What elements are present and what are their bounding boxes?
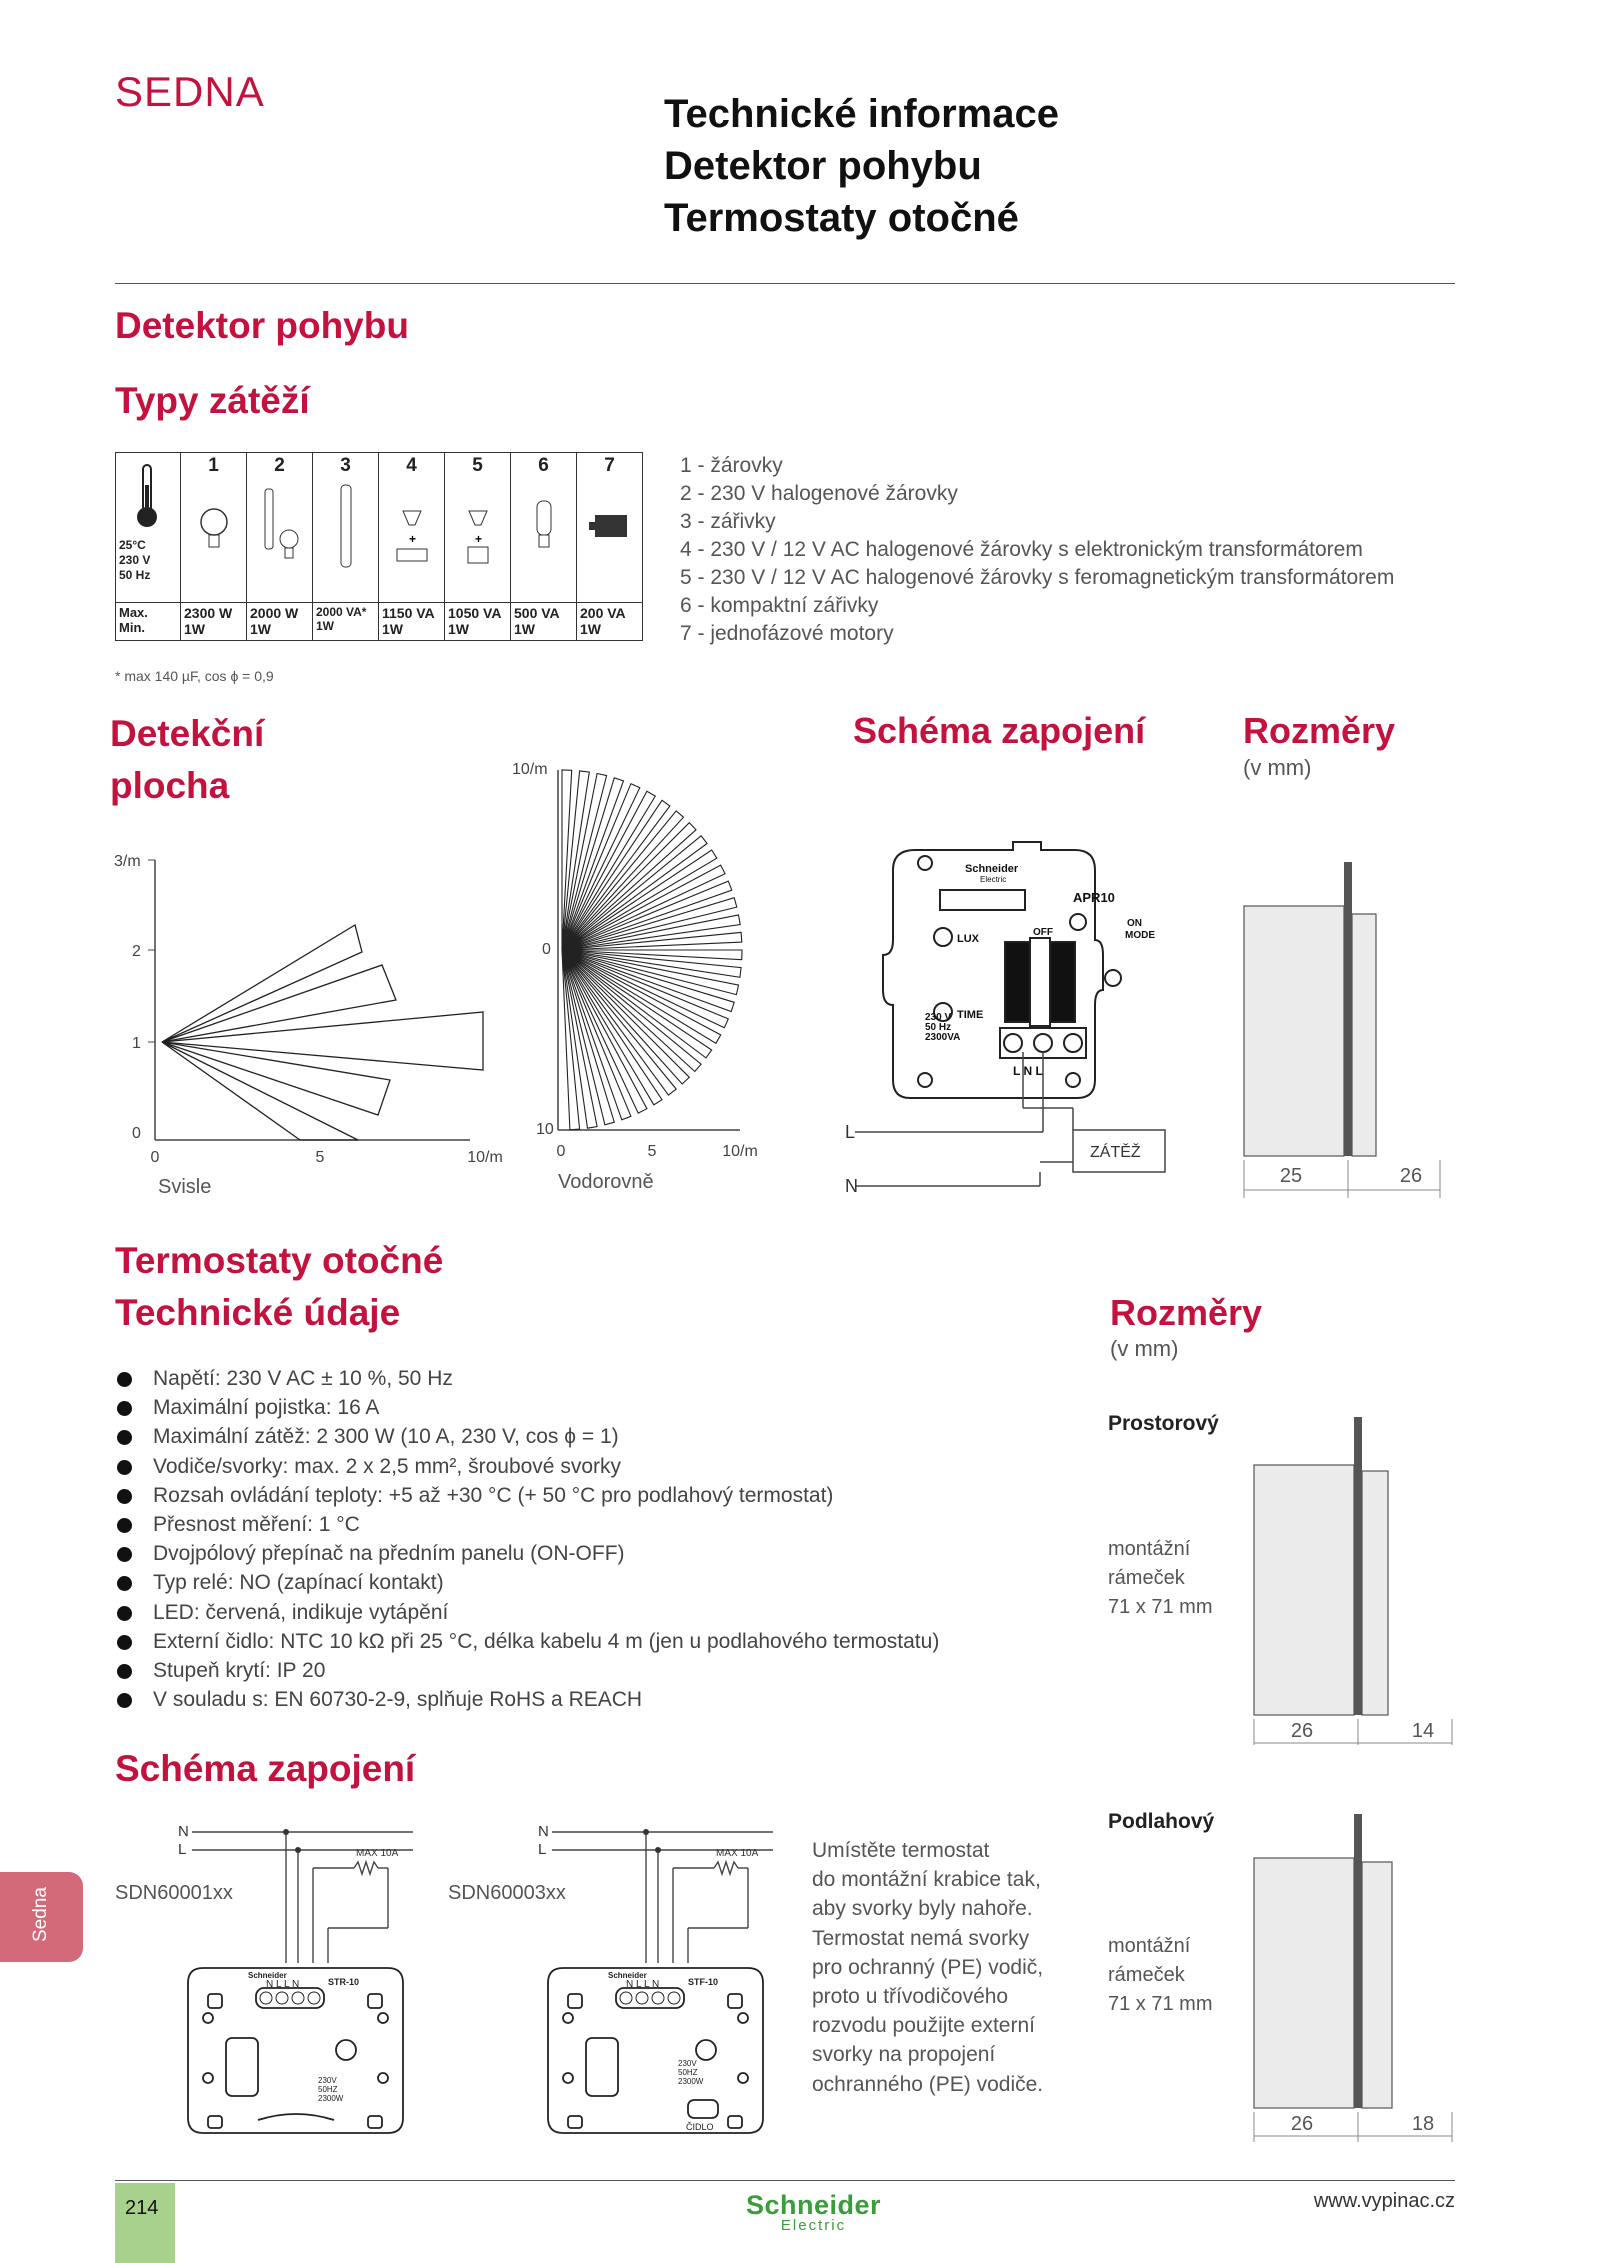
load-value-cell: 2000 VA* 1W bbox=[313, 603, 379, 641]
load-col-4 bbox=[379, 453, 445, 603]
load-col-2 bbox=[247, 453, 313, 603]
detector-dimension-drawing bbox=[1236, 860, 1456, 1200]
svg-text:50HZ: 50HZ bbox=[318, 2085, 338, 2094]
dimension-value: 14 bbox=[1411, 1720, 1435, 1742]
col-number: 1 bbox=[208, 455, 219, 476]
legend-item: 5 - 230 V / 12 V AC halogenové žárovky s feromagnetickým transformátorem bbox=[680, 566, 1395, 589]
load-col-3 bbox=[313, 453, 379, 603]
load-value-cell: 2000 W 1W bbox=[247, 603, 313, 641]
section-heading-detection-area: Detekční plocha bbox=[110, 713, 265, 806]
compact-fluorescent-icon bbox=[519, 477, 569, 577]
time-label: TIME bbox=[957, 1009, 984, 1021]
legend-item: 4 - 230 V / 12 V AC halogenové žárovky s elektronickým transformátorem bbox=[680, 538, 1363, 561]
svg-text:Schneider: Schneider bbox=[248, 1971, 287, 1980]
svg-text:+: + bbox=[474, 532, 482, 546]
spec-line: 2300VA bbox=[925, 1032, 961, 1043]
section-heading-tech-data: Technické údaje bbox=[115, 1292, 401, 1333]
halogen-bulb-icon bbox=[255, 477, 305, 577]
col-number: 5 bbox=[472, 455, 483, 476]
load-types-table bbox=[115, 452, 643, 641]
title-line: Technické informace bbox=[664, 92, 1059, 136]
section-heading-dimensions: Rozměry bbox=[1243, 710, 1396, 751]
halogen-ferromagnetic-transformer-icon bbox=[453, 477, 503, 577]
thermostat-specs-list bbox=[117, 1364, 939, 1714]
spec-item: Maximální pojistka: 16 A bbox=[117, 1393, 939, 1422]
load-types-legend bbox=[680, 452, 1394, 648]
device-model: STF-10 bbox=[688, 1977, 719, 1987]
x-tick: 0 bbox=[556, 1143, 566, 1160]
legend-item: 1 - žárovky bbox=[680, 454, 783, 477]
side-tab-label: Sedna bbox=[30, 1887, 51, 1942]
halogen-electronic-transformer-icon bbox=[387, 477, 437, 577]
wire-n-label: N bbox=[538, 1823, 549, 1840]
wire-l-label: L bbox=[538, 1841, 547, 1858]
page-title bbox=[664, 88, 1059, 244]
svg-text:2300W: 2300W bbox=[678, 2077, 704, 2086]
spec-item: V souladu s: EN 60730-2-9, splňuje RoHS a REACH bbox=[117, 1685, 939, 1714]
condition-temp: 25°C bbox=[119, 538, 146, 552]
spec-item: Napětí: 230 V AC ± 10 %, 50 Hz bbox=[117, 1364, 939, 1393]
load-col-6 bbox=[511, 453, 577, 603]
fluorescent-tube-icon bbox=[321, 477, 371, 577]
detection-zone-wedge bbox=[562, 823, 696, 950]
x-tick: 5 bbox=[647, 1143, 657, 1160]
legend-item: 2 - 230 V halogenové žárovky bbox=[680, 482, 958, 505]
detection-fan bbox=[562, 770, 742, 1130]
detection-zone-wedge bbox=[562, 950, 689, 1084]
floor-thermostat-title: Podlahový bbox=[1108, 1810, 1215, 1833]
y-tick: 0 bbox=[542, 941, 551, 958]
spec-item: Stupeň krytí: IP 20 bbox=[117, 1656, 939, 1685]
legend-item: 7 - jednofázové motory bbox=[680, 622, 894, 645]
section-heading-load-types: Typy zátěží bbox=[115, 380, 310, 421]
floor-frame-label: montážní rámeček 71 x 71 mm bbox=[1108, 1935, 1213, 2015]
wire-l-label: L bbox=[178, 1841, 187, 1858]
legend-item: 3 - zářivky bbox=[680, 510, 776, 533]
y-tick: 10/m bbox=[512, 761, 548, 778]
model-label: SDN60003xx bbox=[448, 1882, 566, 1904]
floor-thermostat-dimension-drawing bbox=[1248, 1812, 1458, 2142]
header-divider bbox=[115, 283, 1455, 284]
load-value-cell: 2300 W 1W bbox=[181, 603, 247, 641]
page-number-box bbox=[115, 2183, 175, 2263]
svg-text:Schneider: Schneider bbox=[608, 1971, 647, 1980]
y-tick: 1 bbox=[132, 1035, 141, 1052]
side-tab bbox=[0, 1872, 83, 1962]
bulb-icon bbox=[189, 477, 239, 577]
y-tick: 10 bbox=[536, 1121, 554, 1138]
y-tick: 2 bbox=[132, 943, 141, 960]
section-heading-detector-wiring: Schéma zapojení bbox=[853, 710, 1146, 751]
device-brand-sub: Electric bbox=[980, 875, 1007, 884]
spec-item: Typ relé: NO (zapínací kontakt) bbox=[117, 1568, 939, 1597]
section-heading-thermostats: Termostaty otočné bbox=[115, 1240, 444, 1281]
schneider-logo: Schneider Electric bbox=[746, 2190, 882, 2234]
mounting-note: Umístěte termostat do montážní krabice tak, aby svorky byly nahoře. Termostat nemá svorky pro ochranný (PE) vodič, proto u třívodičového rozvodu použijte externí svorky na propojení ochranného (PE) vodiče. bbox=[812, 1839, 1044, 2096]
condition-voltage: 230 V bbox=[119, 553, 151, 567]
section-heading-thermostat-wiring: Schéma zapojení bbox=[115, 1748, 416, 1789]
terminal-labels: N L L N bbox=[626, 1979, 660, 1990]
spec-item: Rozsah ovládání teploty: +5 až +30 °C (+ 50 °C pro podlahový termostat) bbox=[117, 1481, 939, 1510]
spec-item: Externí čidlo: NTC 10 kΩ při 25 °C, délka kabelu 4 m (jen u podlahového termostatu) bbox=[117, 1627, 939, 1656]
max-current-label: MAX 10A bbox=[356, 1848, 399, 1859]
condition-frequency: 50 Hz bbox=[119, 568, 151, 582]
thermometer-icon bbox=[119, 455, 177, 535]
detection-lobes bbox=[162, 925, 483, 1140]
dimensions-unit: (v mm) bbox=[1243, 755, 1312, 780]
x-tick: 10/m bbox=[467, 1149, 503, 1166]
brand-label: SEDNA bbox=[115, 68, 265, 115]
y-tick: 3/m bbox=[114, 853, 141, 870]
load-value-cell: 1150 VA 1W bbox=[379, 603, 445, 641]
room-thermostat-dimension-drawing bbox=[1248, 1415, 1458, 1745]
load-col-5 bbox=[445, 453, 511, 603]
spec-line: 230 V bbox=[925, 1012, 952, 1023]
table-footnote: * max 140 µF, cos ϕ = 0,9 bbox=[115, 668, 274, 684]
dimension-value: 26 bbox=[1290, 2113, 1314, 2135]
sensor-label: ČIDLO bbox=[686, 2122, 714, 2132]
vertical-detection-diagram bbox=[110, 840, 510, 1200]
lux-label: LUX bbox=[957, 933, 979, 945]
svg-text:+: + bbox=[408, 532, 416, 546]
room-frame-label: montážní rámeček 71 x 71 mm bbox=[1108, 1538, 1213, 1618]
row-label-max: Max. bbox=[119, 605, 148, 620]
device-brand: Schneider bbox=[965, 863, 1019, 875]
horizontal-detection-diagram bbox=[510, 752, 790, 1202]
load-value-cell: 1050 VA 1W bbox=[445, 603, 511, 641]
detection-zone-wedge bbox=[562, 784, 640, 950]
terminal-labels: N L L N bbox=[266, 1979, 300, 1990]
spec-item: Vodiče/svorky: max. 2 x 2,5 mm², šroubové svorky bbox=[117, 1452, 939, 1481]
wire-l-label: L bbox=[845, 1122, 856, 1142]
off-label: OFF bbox=[1033, 927, 1053, 938]
svg-text:230V: 230V bbox=[318, 2076, 337, 2085]
chart-caption: Vodorovně bbox=[558, 1171, 654, 1193]
load-value-cell: 200 VA 1W bbox=[577, 603, 643, 641]
load-col-7 bbox=[577, 453, 643, 603]
section-heading-thermostat-dimensions: Rozměry bbox=[1110, 1292, 1263, 1333]
load-value-cell: 500 VA 1W bbox=[511, 603, 577, 641]
title-line: Termostaty otočné bbox=[664, 196, 1019, 240]
device-model: STR-10 bbox=[328, 1977, 360, 1987]
x-tick: 10/m bbox=[722, 1143, 758, 1160]
detector-wiring-diagram bbox=[845, 830, 1185, 1200]
page-number: 214 bbox=[125, 2197, 159, 2219]
model-label: SDN60001xx bbox=[115, 1882, 233, 1904]
col-number: 6 bbox=[538, 455, 549, 476]
svg-text:230V: 230V bbox=[678, 2059, 697, 2068]
thermostat-wiring-diagram-1 bbox=[178, 1818, 438, 2148]
thermostat-wiring-diagram-2 bbox=[538, 1818, 798, 2148]
row-labels-cell bbox=[116, 603, 181, 641]
col-number: 4 bbox=[406, 455, 417, 476]
col-number: 3 bbox=[340, 455, 351, 476]
device-model: APR10 bbox=[1073, 890, 1115, 905]
wire-n-label: N bbox=[178, 1823, 189, 1840]
y-tick: 0 bbox=[132, 1125, 141, 1142]
spec-line: 50 Hz bbox=[925, 1022, 952, 1033]
dimension-value: 18 bbox=[1411, 2113, 1435, 2135]
legend-item: 6 - kompaktní zářivky bbox=[680, 594, 879, 617]
room-thermostat-title: Prostorový bbox=[1108, 1412, 1219, 1435]
spec-item: LED: červená, indikuje vytápění bbox=[117, 1598, 939, 1627]
wire-n-label: N bbox=[845, 1176, 858, 1196]
col-number: 7 bbox=[604, 455, 615, 476]
svg-text:2300W: 2300W bbox=[318, 2094, 344, 2103]
mode-label: MODE bbox=[1125, 930, 1155, 941]
load-label: ZÁTĚŽ bbox=[1090, 1144, 1141, 1161]
x-tick: 5 bbox=[315, 1149, 325, 1166]
chart-caption: Svisle bbox=[158, 1176, 212, 1198]
dimension-value: 26 bbox=[1399, 1165, 1423, 1187]
website-url: www.vypinac.cz bbox=[1313, 2190, 1455, 2212]
dimension-value: 25 bbox=[1279, 1165, 1303, 1187]
footer-divider bbox=[115, 2180, 1455, 2181]
on-label: ON bbox=[1127, 918, 1142, 929]
spec-item: Maximální zátěž: 2 300 W (10 A, 230 V, cos ϕ = 1) bbox=[117, 1422, 939, 1451]
col-number: 2 bbox=[274, 455, 285, 476]
spec-item: Dvojpólový přepínač na předním panelu (ON-OFF) bbox=[117, 1539, 939, 1568]
conditions-cell bbox=[116, 453, 181, 603]
terminal-labels: L N L bbox=[1013, 1064, 1043, 1078]
row-label-min: Min. bbox=[119, 620, 145, 635]
dimensions-unit: (v mm) bbox=[1110, 1336, 1179, 1361]
svg-text:50HZ: 50HZ bbox=[678, 2068, 698, 2077]
section-heading-detector: Detektor pohybu bbox=[115, 305, 409, 346]
load-col-1 bbox=[181, 453, 247, 603]
motor-icon bbox=[585, 477, 635, 577]
max-current-label: MAX 10A bbox=[716, 1848, 759, 1859]
dimension-value: 26 bbox=[1290, 1720, 1314, 1742]
title-line: Detektor pohybu bbox=[664, 144, 982, 188]
x-tick: 0 bbox=[150, 1149, 160, 1166]
detection-zone-wedge bbox=[562, 950, 728, 1028]
spec-item: Přesnost měření: 1 °C bbox=[117, 1510, 939, 1539]
